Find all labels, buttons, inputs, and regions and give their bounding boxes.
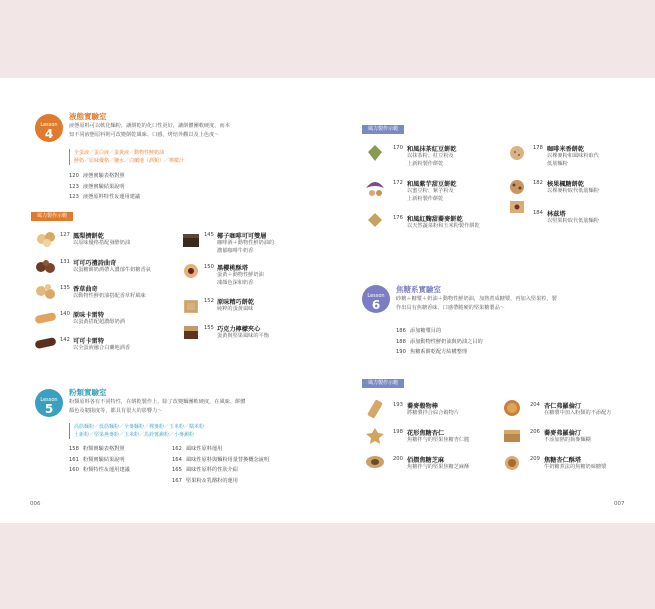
cookie-thumbnail	[34, 311, 58, 325]
toc-row[interactable]: 158 粉類實驗表格對照	[69, 446, 125, 452]
lesson5-badge-number: 5	[44, 402, 54, 416]
lesson4-title: 液態實驗室	[69, 112, 107, 121]
lesson6-badge-word: Lesson	[367, 293, 385, 299]
toc-row[interactable]: 167 堅果粉＆乳酪粉的運用	[172, 477, 238, 484]
lesson6-demo-banner: 風力製作示範	[362, 379, 404, 388]
toc-row[interactable]: 160 粉類特性＆運用建議	[69, 467, 130, 474]
cookie-thumbnail	[507, 178, 527, 196]
cookie-thumbnail	[366, 212, 384, 228]
cookie-thumbnail	[180, 230, 202, 250]
cookie-thumbnail	[35, 230, 57, 248]
lesson4-description: 液態原料可以軟化麵粉，讓餅乾的化口性更好，讓餅體團軟硬度，而本 知不同液態原料則可改變餅乾風味、口感，烤焙外觀以及上色度～	[69, 123, 230, 138]
lesson4-badge-word: Lesson	[40, 122, 58, 128]
toc-row[interactable]: 161 粉類實驗結果說明	[69, 456, 125, 463]
cookie-thumbnail	[180, 297, 202, 315]
lesson5-toc-right	[172, 444, 269, 486]
lesson4-badge	[35, 114, 63, 142]
cookie-thumbnail	[365, 454, 385, 470]
cookie-thumbnail	[35, 283, 57, 301]
toc-row[interactable]: 123 液態實驗結果說明	[69, 183, 125, 190]
lesson5-toc-left	[69, 444, 130, 476]
lesson4-ingredient-tags: 全蛋液／蛋白液／蛋黃液／動物性鮮奶油 鮮奶／原味優格／鹽水／白蘭地（酒類）／檸檬汁	[69, 149, 184, 165]
cookie-thumbnail	[35, 258, 57, 276]
lesson5-demo-banner: 風力製作示範	[362, 125, 404, 134]
toc-row[interactable]: 120 液態實驗表格對照	[69, 173, 125, 179]
lesson4-toc	[69, 171, 140, 203]
page-number-right: 007	[614, 501, 625, 507]
toc-row[interactable]: 162 風味性原料運用	[172, 446, 223, 452]
lesson6-badge-number: 6	[371, 298, 381, 312]
toc-row[interactable]: 190 焦糖系餅乾配方結構整理	[396, 349, 468, 356]
lesson5-badge	[35, 389, 63, 417]
toc-row[interactable]: 186 添加糖漿目的	[396, 328, 442, 334]
lesson4-badge-number: 4	[44, 127, 54, 141]
cookie-thumbnail	[507, 144, 527, 162]
lesson5-ingredient-tags: 高筋麵粉／低筋麵粉／全麥麵粉／裸麥粉／玉米粉／糯米粉 上新粉／堅果燕麥粉／玉米粉／馬鈴薯澱粉／小麥澱粉	[69, 423, 204, 439]
cookie-thumbnail	[507, 198, 527, 216]
toc-row[interactable]: 165 風味性原料的性狀介紹	[172, 467, 238, 474]
lesson6-description: 砂糖＋糖漿＋奶油＋動物性鮮奶油，加熱煮成糖漿，再加入堅果粒，製 作出具有焦糖香味、口感帶脆硬的堅果糖製品～	[396, 296, 557, 311]
lesson6-title: 焦糖系實驗室	[396, 285, 441, 294]
lesson5-title: 粉類實驗室	[69, 388, 107, 397]
cookie-thumbnail	[180, 262, 202, 280]
cookie-thumbnail	[502, 399, 522, 417]
cookie-thumbnail	[180, 323, 202, 341]
lesson5-badge-word: Lesson	[40, 397, 58, 403]
cookie-thumbnail	[364, 178, 386, 198]
cookie-thumbnail	[502, 427, 522, 445]
cookie-thumbnail	[366, 144, 384, 162]
lesson6-toc	[396, 326, 483, 358]
lesson5-description: 粉類原料各有不同特性，在餅乾製作上，除了改變麵團軟硬度，在風味、餅體 顏色及韌揚度等，都具有很大的影響力～	[69, 399, 246, 414]
cookie-thumbnail	[34, 336, 58, 350]
toc-row[interactable]: 164 風味性原料與麵粉用量替換概念說明	[172, 456, 270, 463]
lesson4-demo-banner: 風力製作示範	[31, 212, 73, 221]
toc-row[interactable]: 188 添加動物性鮮奶油與奶油之目的	[396, 338, 483, 345]
cookie-thumbnail	[365, 427, 385, 445]
cookie-thumbnail	[366, 399, 384, 419]
lesson6-badge	[362, 285, 390, 313]
cookie-thumbnail	[502, 454, 522, 472]
toc-row[interactable]: 123 液態原料特性＆運用建議	[69, 194, 141, 201]
book-spread: Lesson 4 液態實驗室 液態原料可以軟化麵粉，讓餅乾的化口性更好，讓餅體團軟硬度，而本 知不同液態原料則可改變餅乾風味、口感，烤焙外觀以及上色度～ 全蛋液／蛋白液／蛋黃液／動物性鮮奶油 鮮奶／原味優格／鹽水／白蘭地（酒類）／檸檬汁 120 液態實驗表格對照 123 液態實驗結果說明 123 液態原料特性＆運用建議 風力製作示範 127 鳳梨擠餅乾 以原味優格搭配發酵奶油 131 可可巧禮詩曲奇 以蛋糖餅奶酒帶入濃郁牛奶糖香氣 135 香草曲奇 以動物性鮮奶油搭配香草籽風味 140 原味卡雷特 以蛋黃搭配超濃醇奶酒 142 可可卡雷特 以全蛋液融合白蘭地酒香 145 椰子咖啡可可雙層 咖啡酒＋動物性鮮奶油的 濃郁咖啡牛奶香 150 黑櫻桃酥塔 蛋黃＋動物性鮮奶油 凍顏色深和奶香 152 原味精巧餅乾 純粹的蛋黃風味 155 巧克力檸檬夾心 蛋黃與堅果風味的平衡 Lesson 5 粉類實驗室 粉類原料各有不同特性，在餅乾製作上，除了改變麵團軟硬度，在風味、餅體 顏色及韌揚度等，都具有很大的影響力～ 高筋麵粉／低筋麵粉／全麥麵粉／裸麥粉／玉米粉／糯米粉 上新粉／堅果燕麥粉／玉米粉／馬鈴薯澱粉／小麥澱粉 158 粉類實驗表格對照 161 粉類實驗結果說明 160 粉類特性＆運用建議 162 風味性原料運用 164 風味性原料與麵粉用量替換概念說明 165 風味性原料的性狀介紹 167 堅果粉＆乳酪粉的運用 006 風力製作示範 170 和風抹茶紅豆餅乾 以抹茶粉、紅豆粉及 上新粉製作餅乾 172 和風紫芋甜豆餅乾 以蜜豆粉、紫芋粉及 上新粉製作餅乾 176 和風紅麴甜蕎麥餅乾 以天然蔬菜粉和玉米粉製作餅乾 178 咖啡米香餅乾 以裸麥粉和風味粉取代 低筋麵粉 182 核果楓糖餅乾 以裸麥粉取代低筋麵粉 184 林茲塔 以堅果粉取代低筋麵粉 Lesson 6 焦糖系實驗室 砂糖＋糖漿＋奶油＋動物性鮮奶油，加熱煮成糖漿，再加入堅果粒，製 作出具有焦糖香味、口感帶脆硬的堅果糖製品～ 186 添加糖漿目的 188 添加動物性鮮奶油與奶油之目的 190 焦糖系餅乾配方結構整理 風力製作示範 193 蕎麥穀物棒 將糖漿拌合綜合穀物片 198 花形焦糖杏仁 焦糖拌勻的堅果焦糖杏仁脆 200 佰摺焦糖芝麻 焦糖拌勻的堅果焦糖芝麻酥 204 杏仁弗羅倫汀 在糖漿中加入粉類的不添配方 206 蕎麥弗羅倫汀 不添加熱的蕎麥麵糊 209 焦糖杏仁酥塔 牛奶糖煮法的焦糖奶味糖漿 007	[0, 78, 655, 523]
page-number-left: 006	[30, 501, 41, 507]
